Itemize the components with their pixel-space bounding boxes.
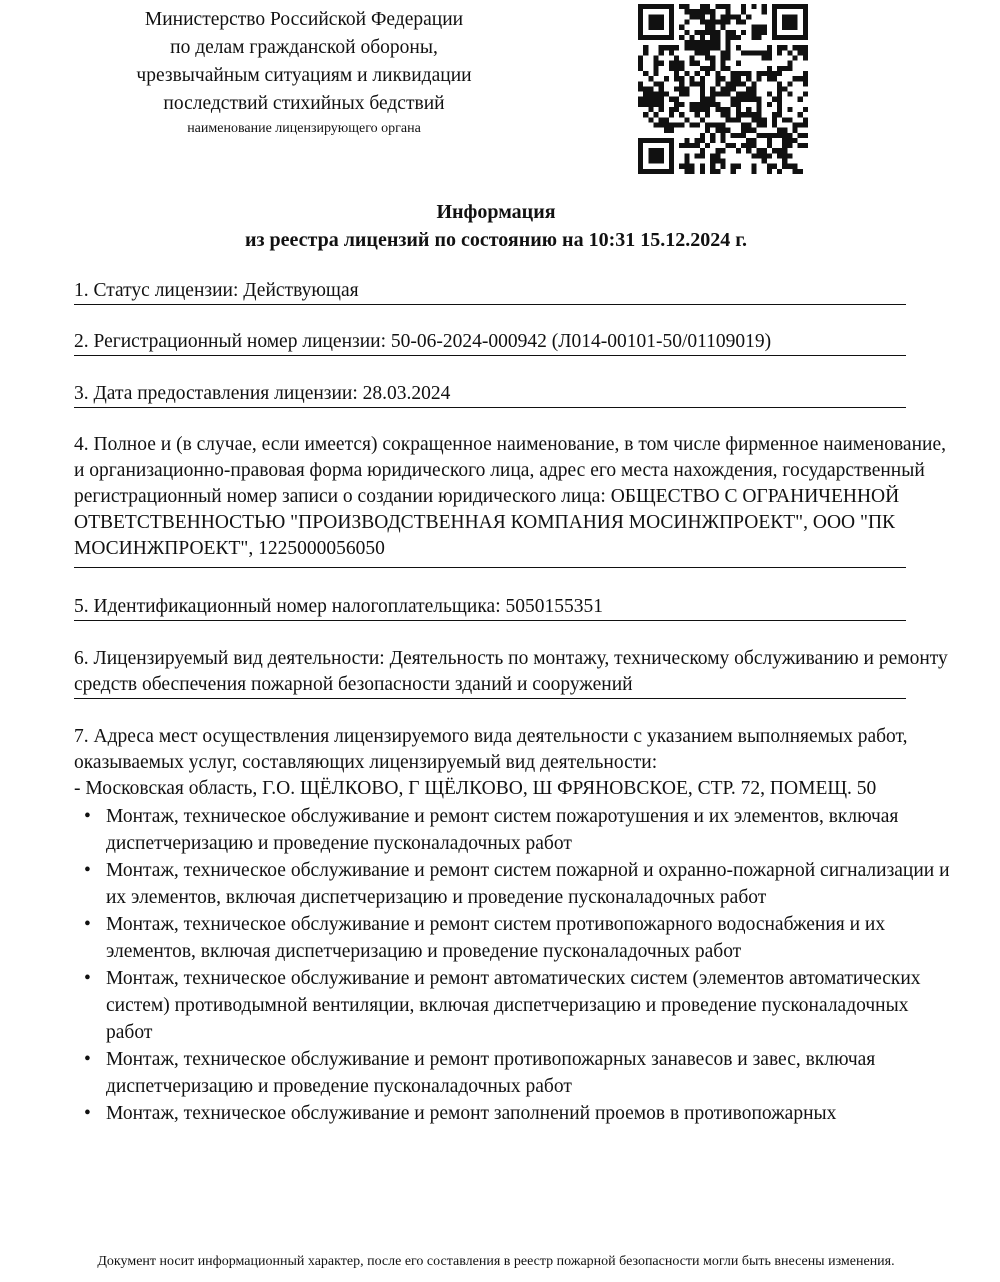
bullet-icon: • [84, 806, 91, 827]
work-text: Монтаж, техническое обслуживание и ремонт систем противопожарного водоснабжения и их элементов, включая диспетчеризацию и проведение пусконаладочных работ [106, 914, 886, 962]
licensing-authority [78, 6, 530, 138]
list-item [74, 965, 954, 1046]
bullet-icon: • [84, 1103, 91, 1124]
authority-line: Министерство Российской Федерации [144, 9, 464, 30]
work-text: Монтаж, техническое обслуживание и ремонт систем пожаротушения и их элементов, включая диспетчеризацию и проведение пусконаладочных работ [106, 806, 899, 854]
work-text: Монтаж, техническое обслуживание и ремонт заполнений проемов в противопожарных [106, 1103, 837, 1124]
addresses-heading: 7. Адреса мест осуществления лицензируемого вида деятельности с указанием выполняемых работ, оказываемых услуг, составляющих лицензируемый вид деятельности: [74, 726, 908, 773]
work-text: Монтаж, техническое обслуживание и ремонт автоматических систем (элементов автоматических систем) противодымной вентиляции, включая диспетчеризацию и проведение пусконаладочных работ [106, 968, 921, 1043]
licensed-activity: 6. Лицензируемый вид деятельности: Деятельность по монтажу, техническому обслуживанию и ремонту средств обеспечения пожарной безопасности зданий и сооружений [74, 648, 948, 695]
legal-entity-name: 4. Полное и (в случае, если имеется) сокращенное наименование, в том числе фирменное наименование, и организационно-правовая форма юридического лица, адрес его места нахождения, государственный регистрационный номер записи о создании юридического лица: ОБЩЕСТВО С ОГРАНИЧЕННОЙ ОТВЕТСТВЕННОСТЬЮ "ПРОИЗВОДСТВЕННАЯ КОМПАНИЯ МОСИНЖПРОЕКТ", ООО "ПК МОСИНЖПРОЕКТ", 1225000056050 [74, 434, 946, 559]
works-list [74, 803, 954, 1127]
activity-addresses [74, 724, 954, 1127]
work-text: Монтаж, техническое обслуживание и ремонт противопожарных занавесов и завес, включая диспетчеризацию и проведение пусконаладочных работ [106, 1049, 876, 1097]
work-text: Монтаж, техническое обслуживание и ремонт систем пожарной и охранно-пожарной сигнализации и их элементов, включая диспетчеризацию и проведение пусконаладочных работ [106, 860, 950, 908]
list-item [74, 857, 954, 911]
list-item [74, 911, 954, 965]
document-title [0, 198, 992, 254]
disclaimer-footer: Документ носит информационный характер, после его составления в реестр пожарной безопасности могли быть внесены изменения. [97, 1254, 895, 1269]
bullet-icon: • [84, 860, 91, 881]
bullet-icon: • [84, 968, 91, 989]
address-line: - Московская область, Г.О. ЩЁЛКОВО, Г ЩЁЛКОВО, Ш ФРЯНОВСКОЕ, СТР. 72, ПОМЕЩ. 50 [74, 778, 877, 799]
qr-code [638, 4, 808, 174]
bullet-icon: • [84, 1049, 91, 1070]
license-registration-number: 2. Регистрационный номер лицензии: 50-06-2024-000942 (Л014-00101-50/01109019) [74, 329, 906, 356]
authority-line: последствий стихийных бедствий [163, 93, 445, 114]
license-issue-date: 3. Дата предоставления лицензии: 28.03.2024 [74, 381, 906, 408]
title-subheading: из реестра лицензий по состоянию на 10:31 15.12.2024 г. [244, 229, 748, 251]
taxpayer-id: 5. Идентификационный номер налогоплательщика: 5050155351 [74, 594, 906, 621]
bullet-icon: • [84, 914, 91, 935]
list-item [74, 1046, 954, 1100]
legal-entity-underline [74, 567, 906, 568]
list-item [74, 803, 954, 857]
licensed-activity-underline [74, 698, 906, 699]
title-heading: Информация [436, 201, 556, 223]
authority-line: чрезвычайным ситуациям и ликвидации [136, 65, 472, 86]
license-status: 1. Статус лицензии: Действующая [74, 278, 906, 305]
authority-line: по делам гражданской обороны, [170, 37, 438, 58]
authority-caption: наименование лицензирующего органа [187, 121, 421, 136]
list-item [74, 1100, 954, 1127]
